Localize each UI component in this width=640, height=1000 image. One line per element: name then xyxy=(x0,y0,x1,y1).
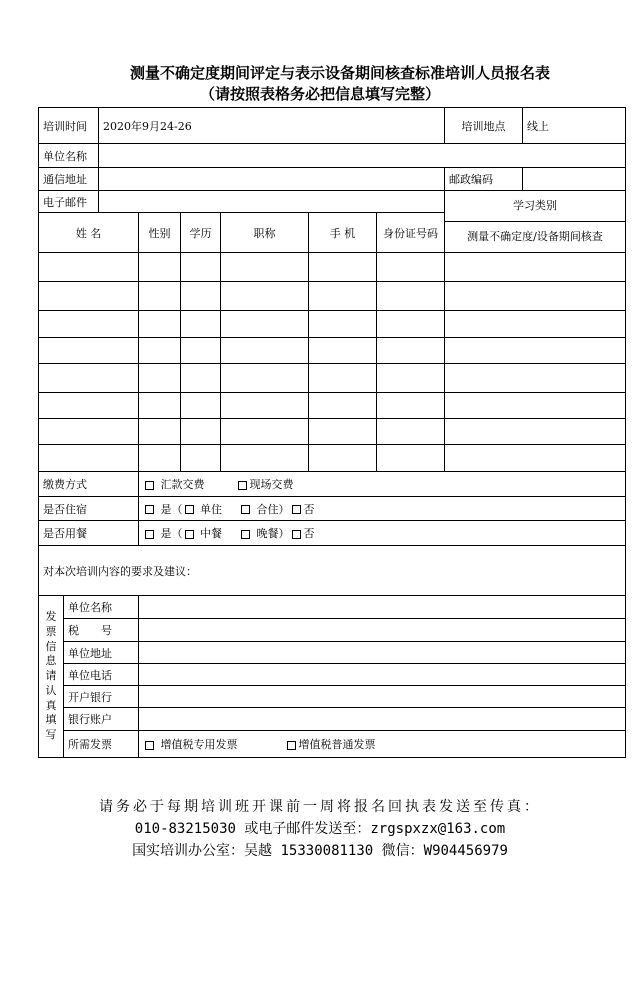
payment-transfer-checkbox[interactable] xyxy=(145,481,154,490)
invoice-account-label: 银行账户 xyxy=(64,708,139,731)
meal-dinner-label: 晚餐） xyxy=(256,527,290,540)
attendee-id-cell[interactable] xyxy=(377,393,445,419)
lodging-single-label: 单住 xyxy=(200,502,222,516)
invoice-normal-checkbox[interactable] xyxy=(287,741,296,750)
table-row xyxy=(39,364,626,393)
lodging-no-label: 否 xyxy=(303,502,315,516)
meal-no-checkbox[interactable] xyxy=(292,530,301,539)
attendee-education-cell[interactable] xyxy=(181,282,221,311)
invoice-bank-field[interactable] xyxy=(139,686,626,708)
attendee-phone-cell[interactable] xyxy=(309,282,377,311)
attendee-gender-cell[interactable] xyxy=(139,282,181,311)
invoice-unit-phone-label: 单位电话 xyxy=(64,664,139,686)
payment-transfer-label: 汇款交费 xyxy=(160,478,205,491)
invoice-side-label: 发 票 信 息 请 认 真 填 写 xyxy=(39,596,64,758)
invoice-special-checkbox[interactable] xyxy=(145,741,154,750)
meal-yes-checkbox[interactable] xyxy=(145,530,154,539)
attendee-name-cell[interactable] xyxy=(39,282,139,311)
attendee-study-cell[interactable] xyxy=(445,445,626,472)
attendee-study-cell[interactable] xyxy=(445,311,626,338)
header-id-number: 身份证号码 xyxy=(377,213,445,253)
unit-name-field[interactable] xyxy=(99,144,626,168)
meal-lunch-label: 中餐 xyxy=(200,527,222,540)
footer-contact-person: 国实培训办公室：吴越 15330081130 微信：W904456979 xyxy=(132,843,508,859)
study-type-label: 学习类别 xyxy=(445,191,625,222)
meal-label: 是否用餐 xyxy=(39,521,139,546)
invoice-normal-label: 增值税普通发票 xyxy=(298,738,376,751)
attendee-study-cell[interactable] xyxy=(445,253,626,282)
header-education: 学历 xyxy=(181,213,221,253)
attendee-id-cell[interactable] xyxy=(377,419,445,445)
meal-dinner-checkbox[interactable] xyxy=(241,530,250,539)
attendee-id-cell[interactable] xyxy=(377,253,445,282)
attendee-education-cell[interactable] xyxy=(181,445,221,472)
form-subtitle: （请按照表格务必把信息填写完整） xyxy=(199,85,440,103)
attendee-gender-cell[interactable] xyxy=(139,311,181,338)
header-name: 姓 名 xyxy=(39,213,139,253)
study-type-header xyxy=(445,191,626,253)
attendee-gender-cell[interactable] xyxy=(139,393,181,419)
attendee-phone-cell[interactable] xyxy=(309,253,377,282)
meal-no-label: 否 xyxy=(303,527,315,540)
attendee-phone-cell[interactable] xyxy=(309,364,377,393)
attendee-study-cell[interactable] xyxy=(445,419,626,445)
table-row xyxy=(39,338,626,364)
lodging-shared-checkbox[interactable] xyxy=(241,505,250,514)
postcode-label: 邮政编码 xyxy=(445,168,523,191)
attendee-id-cell[interactable] xyxy=(377,282,445,311)
attendee-education-cell[interactable] xyxy=(181,338,221,364)
address-label: 通信地址 xyxy=(39,168,99,191)
attendee-education-cell[interactable] xyxy=(181,311,221,338)
invoice-unit-phone-field[interactable] xyxy=(139,664,626,686)
attendee-phone-cell[interactable] xyxy=(309,445,377,472)
invoice-type-label: 所需发票 xyxy=(64,731,139,758)
attendee-title-cell[interactable] xyxy=(221,311,309,338)
attendee-phone-cell[interactable] xyxy=(309,338,377,364)
attendee-gender-cell[interactable] xyxy=(139,253,181,282)
payment-onsite-checkbox[interactable] xyxy=(238,481,247,490)
table-row xyxy=(39,311,626,338)
attendee-phone-cell[interactable] xyxy=(309,393,377,419)
train-place-value[interactable]: 线上 xyxy=(523,108,626,144)
invoice-tax-number-label: 税 号 xyxy=(64,619,139,642)
lodging-yes-label: 是（ xyxy=(160,502,183,516)
suggestion-field[interactable] xyxy=(39,546,626,596)
attendee-id-cell[interactable] xyxy=(377,311,445,338)
invoice-account-field[interactable] xyxy=(139,708,626,731)
invoice-unit-address-label: 单位地址 xyxy=(64,642,139,664)
attendee-education-cell[interactable] xyxy=(181,253,221,282)
table-row xyxy=(39,282,626,311)
table-row xyxy=(39,253,626,282)
footer-contact-fax-email: 010-83215030 或电子邮件发送至：zrgspxzx@163.com xyxy=(134,821,506,837)
header-phone: 手 机 xyxy=(309,213,377,253)
header-gender: 性别 xyxy=(139,213,181,253)
attendee-education-cell[interactable] xyxy=(181,364,221,393)
attendee-gender-cell[interactable] xyxy=(139,445,181,472)
invoice-special-label: 增值税专用发票 xyxy=(160,738,238,751)
attendee-gender-cell[interactable] xyxy=(139,364,181,393)
attendee-title-cell[interactable] xyxy=(221,364,309,393)
invoice-unit-name-label: 单位名称 xyxy=(64,596,139,619)
invoice-unit-name-field[interactable] xyxy=(139,596,626,619)
meal-options xyxy=(139,521,626,546)
invoice-unit-address-field[interactable] xyxy=(139,642,626,664)
payment-label: 缴费方式 xyxy=(39,472,139,497)
attendee-name-cell[interactable] xyxy=(39,393,139,419)
table-row xyxy=(39,393,626,419)
meal-lunch-checkbox[interactable] xyxy=(185,530,194,539)
attendee-name-cell[interactable] xyxy=(39,253,139,282)
attendee-title-cell[interactable] xyxy=(221,393,309,419)
train-place-label: 培训地点 xyxy=(445,108,523,144)
attendee-id-cell[interactable] xyxy=(377,445,445,472)
invoice-tax-number-field[interactable] xyxy=(139,619,626,642)
train-time-value[interactable]: 2020年9月24-26 xyxy=(99,108,445,144)
attendee-gender-cell[interactable] xyxy=(139,338,181,364)
table-row xyxy=(39,445,626,472)
attendee-phone-cell[interactable] xyxy=(309,419,377,445)
header-title: 职称 xyxy=(221,213,309,253)
postcode-field[interactable] xyxy=(523,168,626,191)
attendee-title-cell[interactable] xyxy=(221,338,309,364)
attendee-gender-cell[interactable] xyxy=(139,419,181,445)
attendee-name-cell[interactable] xyxy=(39,419,139,445)
attendee-name-cell[interactable] xyxy=(39,311,139,338)
invoice-type-options xyxy=(139,731,626,758)
attendee-study-cell[interactable] xyxy=(445,338,626,364)
lodging-options xyxy=(139,497,626,521)
lodging-yes-checkbox[interactable] xyxy=(145,505,154,514)
study-type-option: 测量不确定度/设备期间核查 xyxy=(467,230,603,243)
table-row xyxy=(39,419,626,445)
suggestion-label: 对本次培训内容的要求及建议： xyxy=(43,564,197,578)
attendee-education-cell[interactable] xyxy=(181,393,221,419)
lodging-shared-label: 合住） xyxy=(256,502,290,516)
attendee-study-cell[interactable] xyxy=(445,364,626,393)
attendee-study-cell[interactable] xyxy=(445,282,626,311)
invoice-bank-label: 开户银行 xyxy=(64,686,139,708)
form-title: 测量不确定度期间评定与表示设备期间核查标准培训人员报名表 xyxy=(129,64,550,82)
attendee-title-cell[interactable] xyxy=(221,419,309,445)
attendee-education-cell[interactable] xyxy=(181,419,221,445)
attendee-title-cell[interactable] xyxy=(221,253,309,282)
email-field[interactable] xyxy=(99,191,445,213)
attendee-id-cell[interactable] xyxy=(377,364,445,393)
lodging-single-checkbox[interactable] xyxy=(185,505,194,514)
attendee-study-cell[interactable] xyxy=(445,393,626,419)
train-time-label: 培训时间 xyxy=(39,108,99,144)
attendee-name-cell[interactable] xyxy=(39,445,139,472)
lodging-label: 是否住宿 xyxy=(39,497,139,521)
payment-onsite-label: 现场交费 xyxy=(249,478,294,491)
attendee-id-cell[interactable] xyxy=(377,338,445,364)
lodging-no-checkbox[interactable] xyxy=(292,505,301,514)
attendee-title-cell[interactable] xyxy=(221,282,309,311)
payment-options xyxy=(139,472,626,497)
footer-instruction: 请务必于每期培训班开课前一周将报名回执表发送至传真： xyxy=(99,799,541,815)
attendee-title-cell[interactable] xyxy=(221,445,309,472)
unit-name-label: 单位名称 xyxy=(39,144,99,168)
attendee-phone-cell[interactable] xyxy=(309,311,377,338)
meal-yes-label: 是（ xyxy=(160,527,183,540)
email-label: 电子邮件 xyxy=(39,191,99,213)
attendee-name-cell[interactable] xyxy=(39,338,139,364)
attendee-name-cell[interactable] xyxy=(39,364,139,393)
address-field[interactable] xyxy=(99,168,445,191)
registration-form xyxy=(38,107,626,758)
